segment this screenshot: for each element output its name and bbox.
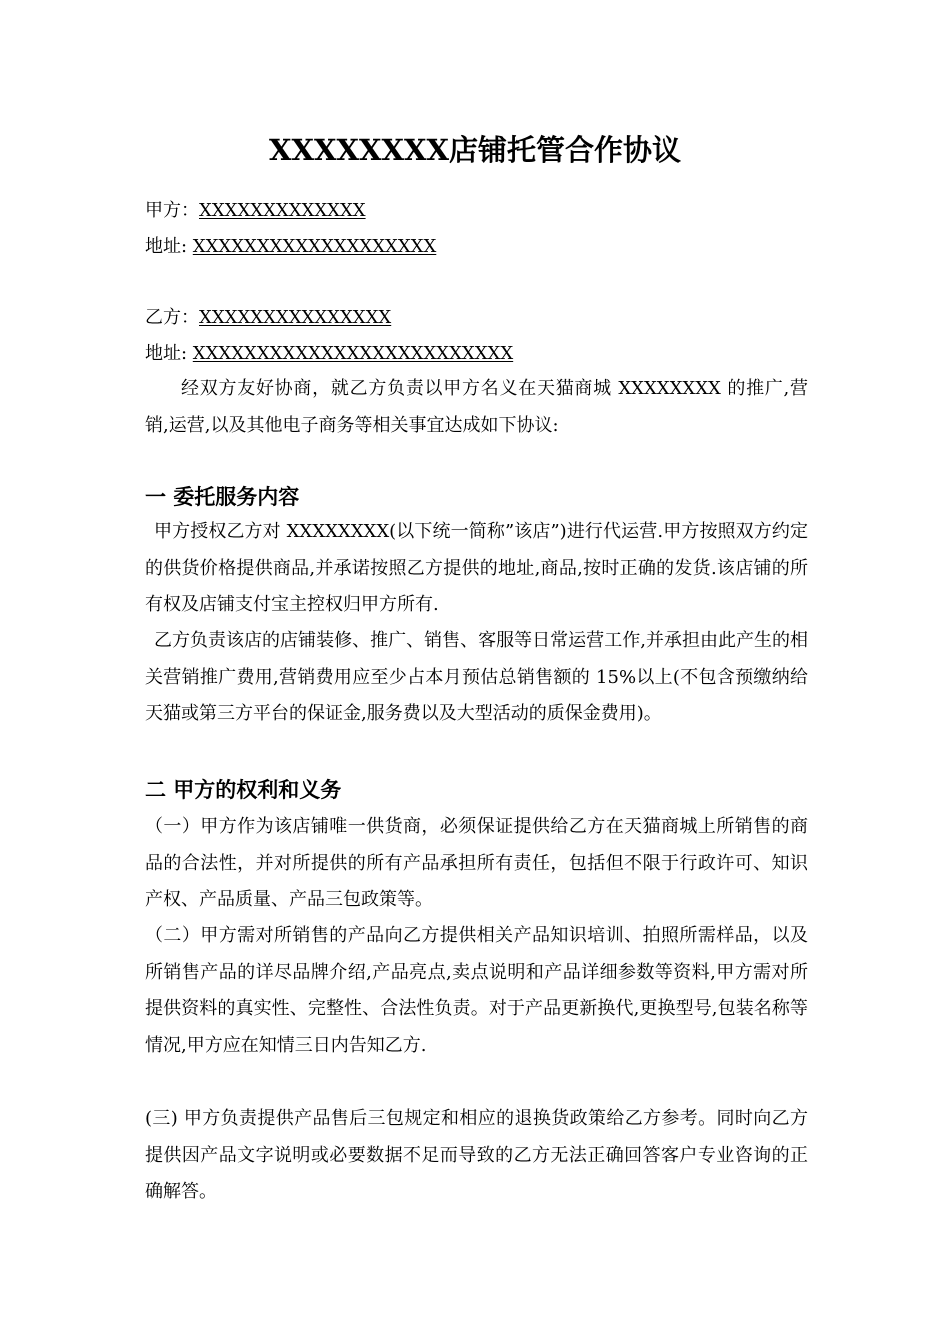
section-1-paragraph-2: 乙方负责该店的店铺装修、推广、销售、客服等日常运营工作,并承担由此产生的相关营销推广费用,营销费用应至少占本月预估总销售额的 15%以上(不包含预缴纳给天猫或第三方平台的保证金,服务费以及大型活动的质保金费用)。	[145, 630, 808, 724]
party-b-address-label: 地址:	[145, 343, 193, 364]
section-2-item-2: （二）甲方需对所销售的产品向乙方提供相关产品知识培训、拍照所需样品，以及所销售产品的详尽品牌介绍,产品亮点,卖点说明和产品详细参数等资料,甲方需对所提供资料的真实性、完整性、合法性负责。对于产品更新换代,更换型号,包装名称等情况,甲方应在知情三日内告知乙方.	[145, 925, 808, 1056]
section-2-item-3: (三) 甲方负责提供产品售后三包规定和相应的退换货政策给乙方参考。同时向乙方提供因产品文字说明或必要数据不足而导致的乙方无法正确回答客户专业咨询的正确解答。	[145, 1108, 808, 1202]
party-a-name: XXXXXXXXXXXXX	[199, 200, 366, 221]
party-b-name: XXXXXXXXXXXXXXX	[199, 307, 392, 328]
section-2-heading: 二 甲方的权利和义务	[145, 777, 342, 802]
document-title: XXXXXXXX店铺托管合作协议	[268, 133, 681, 167]
party-b-line	[145, 305, 391, 331]
section-1-heading: 一 委托服务内容	[145, 484, 300, 509]
party-b-address: XXXXXXXXXXXXXXXXXXXXXXXXX	[192, 343, 514, 364]
party-a-label: 甲方：	[145, 200, 199, 221]
section-1-paragraph-1: 甲方授权乙方对 XXXXXXXX(以下统一简称”该店”)进行代运营.甲方按照双方约定的供货价格提供商品,并承诺按照乙方提供的地址,商品,按时正确的发货.该店铺的所有权及店铺支付宝主控权归甲方所有.	[145, 521, 808, 615]
party-a-line	[145, 198, 366, 224]
party-a-address-label: 地址:	[145, 236, 193, 257]
party-a-address: XXXXXXXXXXXXXXXXXXX	[192, 236, 437, 257]
intro-paragraph: 经双方友好协商，就乙方负责以甲方名义在天猫商城 XXXXXXXX 的推广,营销,运营,以及其他电子商务等相关事宜达成如下协议:	[145, 378, 808, 436]
party-b-address-line	[145, 341, 513, 367]
party-b-label: 乙方：	[145, 307, 199, 328]
party-a-address-line	[145, 234, 436, 260]
section-2-item-1: （一）甲方作为该店铺唯一供货商，必须保证提供给乙方在天猫商城上所销售的商品的合法性，并对所提供的所有产品承担所有责任，包括但不限于行政许可、知识产权、产品质量、产品三包政策等。	[145, 816, 808, 910]
